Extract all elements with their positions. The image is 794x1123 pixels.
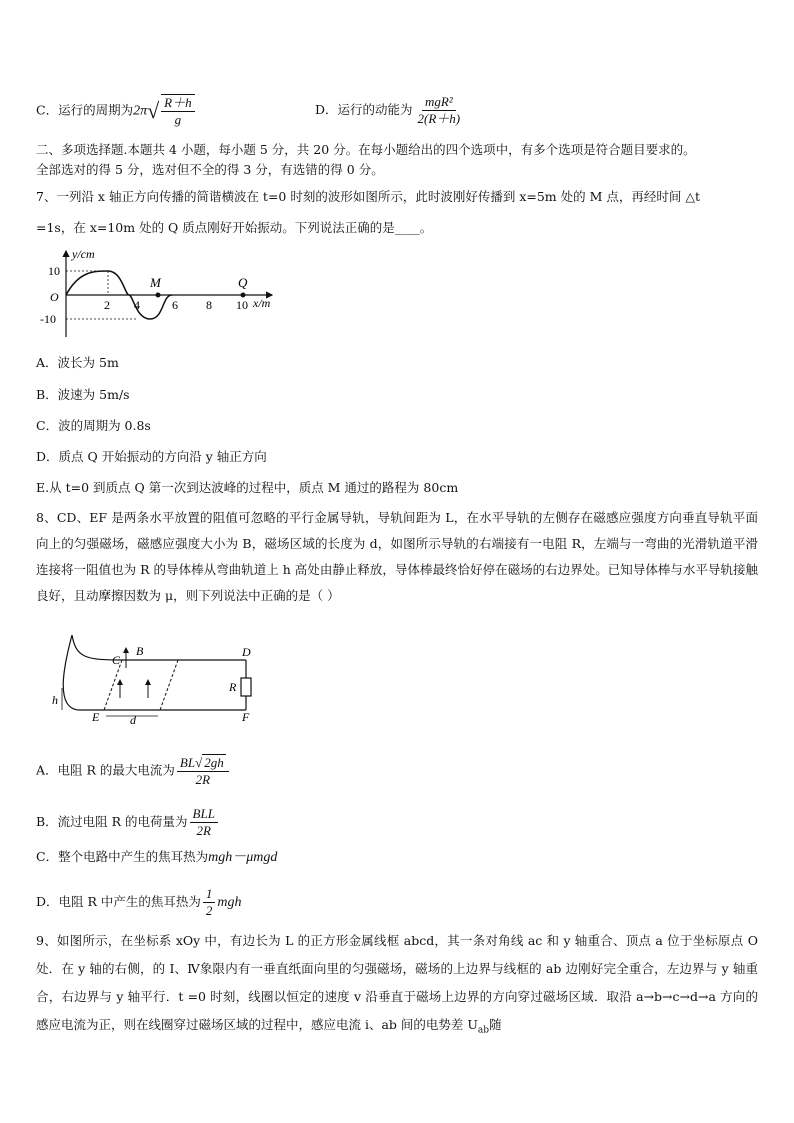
q8-option-c bbox=[36, 848, 277, 867]
q8-option-b-num: BLL bbox=[190, 806, 218, 823]
y-axis-label: y/cm bbox=[72, 247, 95, 261]
q6-option-d-den: 2(R＋h) bbox=[417, 111, 461, 126]
section-2-line-2: 全部选对的得 5 分，选对但不全的得 3 分，有选错的得 0 分。 bbox=[36, 162, 384, 177]
label-b: B bbox=[136, 644, 144, 658]
q8-option-b-fraction bbox=[190, 806, 218, 839]
x-tick-6: 6 bbox=[172, 298, 178, 312]
field-left-boundary bbox=[104, 660, 122, 710]
q8-option-a-num-pre: BL bbox=[179, 755, 196, 770]
q8-option-a-den: 2R bbox=[195, 772, 211, 787]
curved-track-lower bbox=[63, 635, 96, 710]
q7-option-d: D．质点 Q 开始振动的方向沿 y 轴正方向 bbox=[36, 449, 267, 464]
point-m-label: M bbox=[150, 275, 161, 290]
q9-stem bbox=[36, 927, 758, 1045]
q8-option-d-fraction bbox=[203, 886, 216, 919]
point-q-label: Q bbox=[238, 275, 248, 290]
q9-stem-sub: ab bbox=[477, 1025, 490, 1036]
x-axis-label: x/m bbox=[253, 296, 271, 310]
q6-option-c-coef: 2π bbox=[133, 103, 148, 119]
q8-option-d bbox=[36, 886, 242, 919]
q9-stem-tail: 随 bbox=[489, 1017, 502, 1032]
q6-option-d bbox=[315, 94, 465, 127]
q9-stem-text: 9、如图所示，在坐标系 xOy 中，有边长为 L 的正方形金属线框 abcd，其一条对角线 ac 和 y 轴重合、顶点 a 位于坐标原点 O 处．在 y 轴的右侧，的 I、Ⅳ象限内有一垂直纸面向里的匀强磁场，磁场的上边界与线框的 ab 边刚好完全重合，左边界与 y 轴重合，右边界与 y 轴平行．t =0 时刻，线圈以恒定的速度 v 沿垂直于磁场上边界的方向穿过磁场区域．取沿 a→b→c→d→a 方向的感应电流为正，则在线圈穿过磁场区域的过程中，感应电流 i、ab 间的电势差 U bbox=[36, 933, 758, 1032]
q8-option-a-label: A．电阻 R 的最大电流为 bbox=[36, 762, 175, 778]
point-m-dot bbox=[156, 293, 161, 298]
field-right-boundary bbox=[160, 660, 178, 710]
section-2-line-1: 二、多项选择题.本题共 4 小题，每小题 5 分，共 20 分。在每小题给出的四个选项中，有多个选项是符合题目要求的。 bbox=[36, 142, 696, 157]
q8-option-d-den: 2 bbox=[205, 903, 213, 918]
q6-option-c-label: C．运行的周期为 bbox=[36, 102, 134, 118]
q7-stem-line-1: 7、一列沿 x 轴正方向传播的简谐横波在 t=0 时刻的波形如图所示，此时波刚好传播到 x=5m 处的 M 点，再经时间 △t bbox=[36, 189, 700, 204]
resistor bbox=[241, 678, 251, 696]
q6-option-d-fraction bbox=[415, 94, 464, 127]
label-d-length: d bbox=[130, 713, 136, 725]
q8-option-c-expr: mgh－μmgd bbox=[208, 850, 278, 865]
label-r: R bbox=[229, 680, 237, 694]
x-tick-2: 2 bbox=[104, 298, 110, 312]
q8-stem: 8、CD、EF 是两条水平放置的阻值可忽略的平行金属导轨，导轨间距为 L，在水平导轨的左侧存在磁感应强度方向垂直导轨平面向上的匀强磁场，磁感应强度大小为 B，磁场区域的长度为 d，如图所示导轨的右端接有一电阻 R，左端与一弯曲的光滑轨道平滑连接将一阻值也为 R 的导体棒从弯曲轨道上 h 高处由静止释放，导体棒最终恰好停在磁场的右边界处。已知导体棒与水平导轨接触良好，且动摩擦因数为 μ，则下列说法中正确的是（ ） bbox=[36, 510, 758, 603]
q8-option-b-den: 2R bbox=[196, 823, 211, 838]
x-tick-10: 10 bbox=[236, 298, 248, 312]
point-q-dot bbox=[241, 293, 246, 298]
q8-option-b bbox=[36, 806, 220, 839]
label-d: D bbox=[242, 645, 251, 659]
q8-option-a-num-sqrt: 2gh bbox=[204, 755, 224, 770]
label-c: C bbox=[112, 653, 121, 667]
x-tick-8: 8 bbox=[206, 298, 212, 312]
q6-option-c: C．运行的周期为2π√ $\frac{R+h}{g}$ bbox=[36, 94, 197, 128]
q7-wave-graph bbox=[36, 245, 296, 345]
q7-option-b: B．波速为 5m/s bbox=[36, 387, 130, 402]
label-h: h bbox=[52, 693, 58, 707]
q7-option-e: E.从 t=0 到质点 Q 第一次到达波峰的过程中，质点 M 通过的路程为 80cm bbox=[36, 480, 459, 495]
label-e: E bbox=[92, 710, 100, 724]
q6-option-c-num: R＋h bbox=[161, 95, 194, 112]
q6-option-c-fraction bbox=[161, 94, 194, 128]
y-tick-neg10: -10 bbox=[40, 312, 56, 326]
x-tick-4: 4 bbox=[134, 298, 140, 312]
q8-option-a-fraction: $\frac{BL√ 2gh}{2R}$ bbox=[177, 754, 229, 788]
origin-label: O bbox=[50, 290, 59, 304]
q7-option-a: A．波长为 5m bbox=[36, 355, 119, 370]
q8-option-c-label: C．整个电路中产生的焦耳热为 bbox=[36, 849, 209, 864]
q6-option-d-num: mgR² bbox=[422, 94, 456, 111]
q8-option-d-tail: mgh bbox=[217, 895, 242, 910]
q8-option-b-label: B．流过电阻 R 的电荷量为 bbox=[36, 814, 188, 829]
q8-option-d-label: D．电阻 R 中产生的焦耳热为 bbox=[36, 894, 201, 909]
q6-option-d-label: D．运行的动能为 bbox=[315, 102, 413, 117]
q8-option-d-num: 1 bbox=[203, 886, 216, 903]
y-tick-10: 10 bbox=[48, 264, 60, 278]
q7-option-c: C．波的周期为 0.8s bbox=[36, 418, 151, 433]
q8-rail-figure bbox=[46, 630, 266, 725]
label-f: F bbox=[242, 710, 250, 724]
q6-option-c-den: g bbox=[174, 112, 182, 127]
q7-stem-line-2: =1s，在 x=10m 处的 Q 质点刚好开始振动。下列说法正确的是____。 bbox=[36, 220, 433, 235]
q8-option-a bbox=[36, 754, 231, 788]
